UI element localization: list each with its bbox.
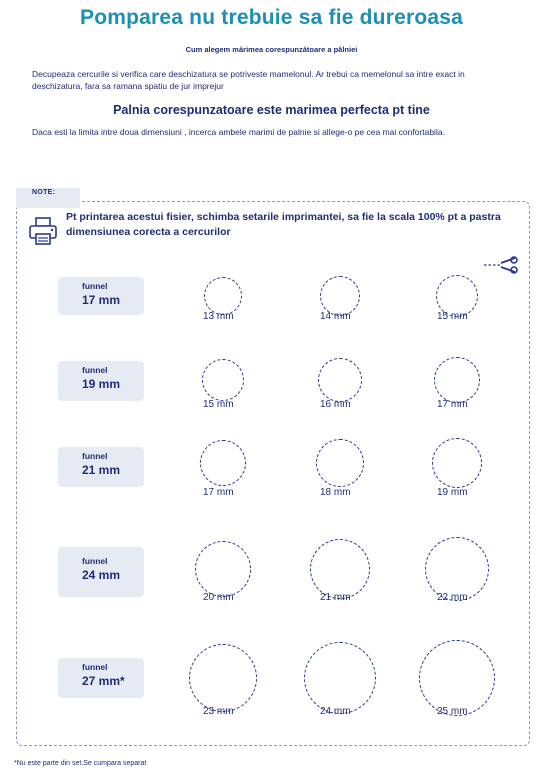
funnel-size-label xyxy=(58,277,144,315)
circle-size-label: 20 mm xyxy=(203,592,234,603)
funnel-size: 24 mm xyxy=(82,568,121,582)
cutout-circle xyxy=(310,539,370,599)
cutout-circle xyxy=(320,276,360,316)
funnel-size-label xyxy=(58,361,144,401)
note-tab: NOTE: xyxy=(16,188,80,208)
circle-size-label: 19 mm xyxy=(437,487,468,498)
cutout-circle xyxy=(304,642,376,714)
circle-size-label: 17 mm xyxy=(437,399,468,410)
circle-size-label: 15 mm xyxy=(437,311,468,322)
funnel-kind: funnel xyxy=(82,451,108,461)
footnote: *Nu este parte din set.Se cumpara separat xyxy=(14,760,147,767)
cutout-circle xyxy=(202,359,244,401)
cutout-circle xyxy=(316,439,364,487)
funnel-size-label xyxy=(58,547,144,597)
funnel-size: 19 mm xyxy=(82,377,121,391)
funnel-size-label xyxy=(58,658,144,698)
cutout-circle xyxy=(318,358,362,402)
intro-paragraph: Decupeaza cercurile si verifica care deschizatura se potriveste mamelonul. Ar trebui ca memelonul sa intre exact in deschizatura, fara sa ramana spatiu de jur imprejur xyxy=(32,69,465,91)
cutout-circle xyxy=(434,357,480,403)
cutout-circle xyxy=(189,644,257,712)
circle-size-label: 24 mm xyxy=(320,706,351,717)
circle-size-label: 23 mm xyxy=(203,706,234,717)
circle-size-label: 13 mm xyxy=(203,311,234,322)
print-instruction: Pt printarea acestui fisier, schimba setarile imprimantei, sa fie la scala 100% pt a pastra dimensiunea corecta a cercurilor xyxy=(66,211,501,238)
funnel-kind: funnel xyxy=(82,365,108,375)
circle-size-label: 15 mm xyxy=(203,399,234,410)
circle-size-label: 22 mm xyxy=(437,592,468,603)
circle-size-label: 21 mm xyxy=(320,592,351,603)
cutout-circle xyxy=(432,438,482,488)
funnel-size: 27 mm* xyxy=(82,674,125,688)
circle-size-label: 17 mm xyxy=(203,487,234,498)
funnel-size-label xyxy=(58,447,144,487)
funnel-size: 21 mm xyxy=(82,463,121,477)
funnel-kind: funnel xyxy=(82,281,108,291)
circle-size-label: 18 mm xyxy=(320,487,351,498)
circle-size-label: 25 mm xyxy=(437,706,468,717)
funnel-kind: funnel xyxy=(82,662,108,672)
cutout-circle xyxy=(200,440,246,486)
funnel-size: 17 mm xyxy=(82,293,121,307)
page-subtitle: Cum alegem mărimea corespunzătoare a pâlniei xyxy=(185,45,358,54)
cutout-circle xyxy=(195,541,251,597)
cutout-circle xyxy=(419,640,495,716)
section-heading: Palnia corespunzatoare este marimea perfecta pt tine xyxy=(113,103,430,117)
scissors-icon xyxy=(484,256,520,274)
advice-paragraph: Daca esti la limita intre doua dimensiuni , incerca ambele marimi de palnie si allege-o pe cea mai confortabila. xyxy=(32,127,445,137)
cutout-circle xyxy=(204,277,242,315)
page-title: Pomparea nu trebuie sa fie dureroasa xyxy=(80,6,463,29)
circle-size-label: 14 mm xyxy=(320,311,351,322)
circle-size-label: 16 mm xyxy=(320,399,351,410)
funnel-kind: funnel xyxy=(82,556,108,566)
printer-icon xyxy=(28,216,58,246)
